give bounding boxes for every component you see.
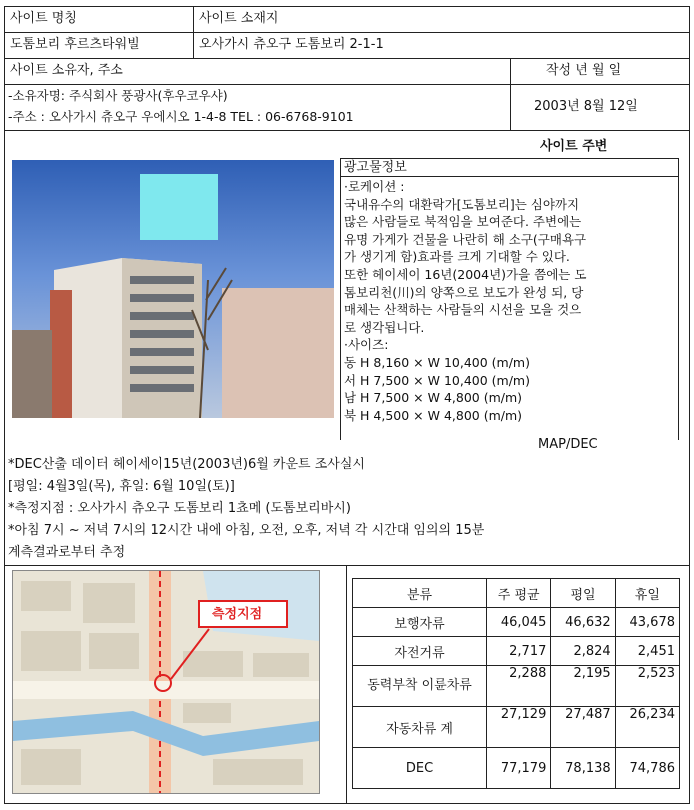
owner-label: 사이트 소유자, 주소 bbox=[10, 63, 123, 78]
col-header: 주 평균 bbox=[487, 579, 551, 608]
note-line: *측정지점 : 오사가시 츄오구 도톰보리 1쵸메 (도톰보리바시) bbox=[8, 501, 351, 516]
col-header: 분류 bbox=[353, 579, 487, 608]
note-line: [평일: 4월3일(목), 휴일: 6월 10일(토)] bbox=[8, 479, 235, 494]
billboard-area bbox=[140, 174, 218, 240]
col-header: 휴일 bbox=[615, 579, 679, 608]
col-divider bbox=[510, 58, 511, 130]
notes-block bbox=[8, 454, 484, 564]
col-divider bbox=[346, 565, 347, 804]
table-row bbox=[353, 748, 680, 789]
map-dec-label: MAP/DEC bbox=[538, 437, 598, 452]
row-divider bbox=[4, 58, 690, 59]
map-drawing bbox=[13, 571, 319, 793]
holiday-cell: 43,678 bbox=[615, 608, 679, 637]
size-line: 남 H 7,500 × W 4,800 (m/m) bbox=[344, 390, 523, 406]
weekday-cell: 27,487 bbox=[551, 707, 615, 748]
location-line: 로 생각됩니다. bbox=[344, 319, 425, 335]
row-label: DEC bbox=[353, 748, 487, 789]
holiday-cell: 2,451 bbox=[615, 637, 679, 666]
location-label: ·로케이션 : bbox=[344, 179, 405, 194]
row-label: 자전거류 bbox=[353, 637, 487, 666]
row-label: 자동차류 계 bbox=[353, 707, 487, 748]
location-line: 유명 가게가 건물을 나란히 해 소구(구매욕구 bbox=[344, 231, 587, 247]
table-row bbox=[353, 666, 680, 707]
avg-cell: 2,288 bbox=[487, 666, 551, 707]
row-divider bbox=[4, 130, 690, 131]
location-line: 가 생기게 함)효과를 크게 기대할 수 있다. bbox=[344, 249, 570, 265]
avg-cell: 2,717 bbox=[487, 637, 551, 666]
weekday-cell: 78,138 bbox=[551, 748, 615, 789]
location-line: 톰보리천(川)의 양쪽으로 보도가 완성 되, 당 bbox=[344, 284, 584, 300]
owner-address: -주소 : 오사가시 츄오구 우에시오 1-4-8 TEL : 06-6768-9101 bbox=[8, 109, 354, 124]
date-value: 2003년 8월 12일 bbox=[534, 99, 638, 114]
row-label: 보행자류 bbox=[353, 608, 487, 637]
weekday-cell: 2,195 bbox=[551, 666, 615, 707]
site-location-label: 사이트 소재지 bbox=[199, 11, 279, 26]
row-divider bbox=[4, 32, 690, 33]
measure-point-label: 측정지점 bbox=[212, 607, 263, 622]
size-line: 동 H 8,160 × W 10,400 (m/m) bbox=[344, 354, 530, 370]
location-line: 또한 헤이세이 16년(2004년)가을 쯤에는 도 bbox=[344, 266, 587, 282]
ad-info-body bbox=[344, 178, 676, 424]
info-right-line bbox=[678, 158, 679, 440]
row-divider bbox=[4, 565, 690, 566]
site-photo bbox=[12, 160, 334, 418]
weekday-cell: 2,824 bbox=[551, 637, 615, 666]
site-location-value: 오사가시 츄오구 도톰보리 2-1-1 bbox=[199, 37, 384, 52]
location-line: 매체는 산책하는 사람들의 시선을 모을 것으 bbox=[344, 302, 582, 318]
location-line: 많은 사람들로 북적임을 보여준다. 주변에는 bbox=[344, 214, 582, 230]
size-line: 서 H 7,500 × W 10,400 (m/m) bbox=[344, 372, 530, 388]
surroundings-title: 사이트 주변 bbox=[540, 139, 608, 154]
size-label: ·사이즈: bbox=[344, 337, 389, 353]
location-map bbox=[12, 570, 320, 794]
weekday-cell: 46,632 bbox=[551, 608, 615, 637]
site-name-value: 도톰보리 후르츠타워빌 bbox=[10, 37, 140, 52]
col-header: 평일 bbox=[551, 579, 615, 608]
row-divider bbox=[4, 84, 690, 85]
note-line: *DEC산출 데이터 헤이세이15년(2003년)6월 카운트 조사실시 bbox=[8, 457, 365, 472]
col-divider bbox=[193, 6, 194, 58]
table-row bbox=[353, 707, 680, 748]
ad-info-title: 광고물정보 bbox=[344, 160, 407, 175]
table-row bbox=[353, 608, 680, 637]
avg-cell: 77,179 bbox=[487, 748, 551, 789]
table-row bbox=[353, 637, 680, 666]
holiday-cell: 74,786 bbox=[615, 748, 679, 789]
holiday-cell: 2,523 bbox=[615, 666, 679, 707]
avg-cell: 46,045 bbox=[487, 608, 551, 637]
table-header-row bbox=[353, 579, 680, 608]
avg-cell: 27,129 bbox=[487, 707, 551, 748]
location-line: 국내유수의 대환락가[도톰보리]는 심야까지 bbox=[344, 196, 580, 212]
row-label: 동력부착 이륜차류 bbox=[353, 666, 487, 707]
note-line: *아침 7시 ~ 저녁 7시의 12시간 내에 아침, 오전, 오후, 저녁 각 시간대 임의의 15분 bbox=[8, 523, 485, 538]
holiday-cell: 26,234 bbox=[615, 707, 679, 748]
date-label: 작성 년 월 일 bbox=[546, 63, 622, 78]
site-name-label: 사이트 명칭 bbox=[10, 11, 77, 26]
note-line: 계측결과로부터 추정 bbox=[8, 545, 126, 560]
site-photo-drawing bbox=[12, 160, 334, 418]
info-divider bbox=[340, 158, 341, 440]
owner-name: -소유자명: 주식회사 풍광사(후우코우샤) bbox=[8, 88, 228, 103]
traffic-stats-table bbox=[352, 578, 680, 789]
size-line: 북 H 4,500 × W 4,800 (m/m) bbox=[344, 407, 523, 423]
